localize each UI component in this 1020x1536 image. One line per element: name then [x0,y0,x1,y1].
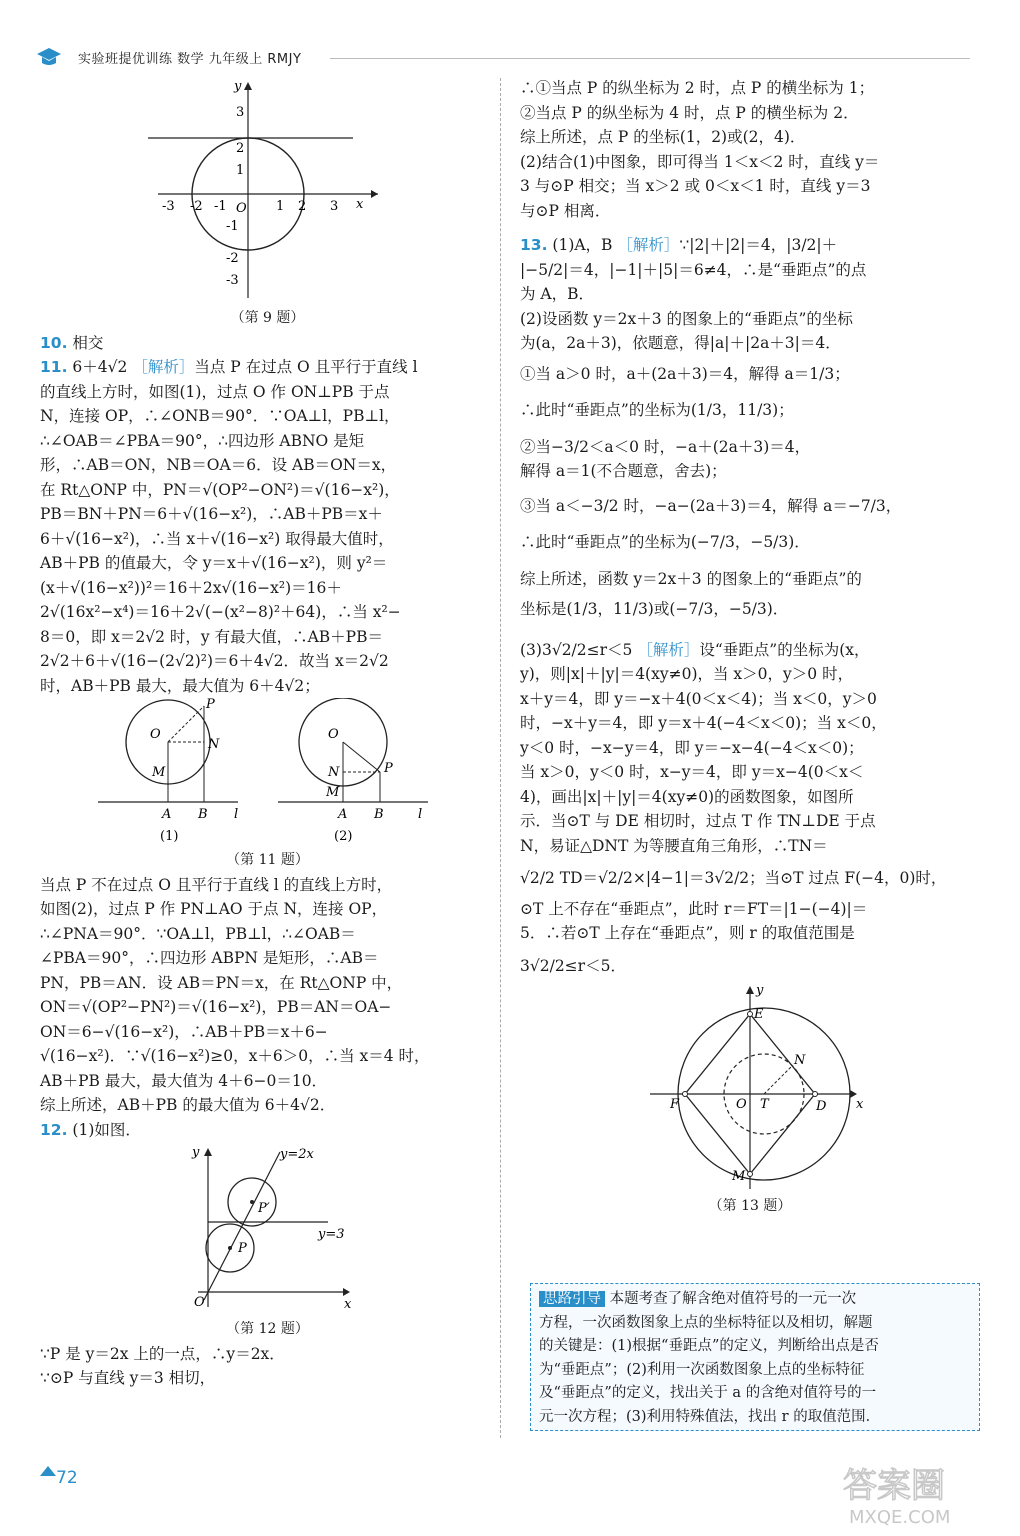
fig13-D: D [816,1099,827,1114]
figure-11-caption: （第 11 题） [226,852,309,868]
q12-line-0: ∵P 是 y＝2x 上的一点，∴y＝2x． [40,1344,285,1363]
fig9-origin: O [235,201,247,216]
fig11b-A: A [337,807,347,822]
q11-line-7: 6＋√(16−x²)，∴当 x＋√(16−x²) 取得最大值时， [40,529,394,548]
fig11b-P: P [383,761,393,776]
hint-line-0-text: 本题考查了解含绝对值符号的一元一次 [609,1291,857,1307]
q13-line3-1: x＋y＝4，即 y＝−x＋4(0＜x＜4)；当 x＜0，y＞0 [520,689,877,708]
q13-analysis-tag: ［解析］ [617,236,680,254]
page-number [40,1466,84,1494]
right-column [520,76,980,1219]
right-top-line-5: 与⊙P 相离． [520,201,611,220]
q11-line-8: AB＋PB 的值最大，令 y＝x＋√(16−x²)，则 y²＝ [40,554,388,572]
q11-line2-5: ON＝√(OP²−PN²)＝√(16−x²)，PB＝AN＝OA− [40,998,392,1016]
q13-line3-11: 3√2/2≤r＜5． [520,956,626,975]
q11-line2-4: PN，PB＝AN．设 AB＝PN＝x，在 Rt△ONP 中， [40,973,403,992]
q12-head [40,1118,495,1143]
q13-line-10: 综上所述，函数 y＝2x＋3 的图象上的“垂距点”的 [520,569,862,588]
fig9-tick-y-2: 2 [235,141,244,156]
fig11a-N: N [207,737,219,752]
fig9-x-label: x [355,197,363,212]
fig11b-l: l [417,807,422,822]
q11-line2-2: ∴∠PNA＝90°．∵OA⊥l，PB⊥l，∴∠OAB＝ [40,924,356,943]
q13-line-8: ③当 a＜−3/2 时，−a−(2a＋3)＝4，解得 a＝−7/3， [520,496,902,515]
q13-line-1: 为 A，B． [520,285,595,303]
fig12-line-label: y=2x [279,1147,314,1162]
fig9-tick-y-3: 3 [235,105,244,120]
fig9-tick-x-1: 1 [275,199,284,214]
q11-answer: 6＋4√2 [72,358,128,376]
watermark-text-main: 答案圈 [843,1466,945,1506]
hint-tag: 思路引导 [539,1291,605,1307]
figure-9-caption: （第 9 题） [230,310,305,326]
hint-line-1: 方程，一次函数图象上点的坐标特征以及相切，解题 [539,1314,873,1331]
fig12-y: y [191,1145,199,1160]
q13-line3-2: 时，−x＋y＝4，即 y＝x＋4(−4＜x＜0)；当 x＜0， [520,714,887,732]
fig11a-A: A [161,807,171,822]
fig12-hline-label: y=3 [317,1227,345,1242]
fig9-tick-y-1: 1 [235,163,244,178]
fig13-E: E [754,1007,764,1022]
hint-line-5: 元一次方程；(3)利用特殊值法，找出 r 的取值范围． [539,1408,881,1425]
fig11b-M: M [325,785,339,800]
fig12-Pprime: P′ [257,1201,270,1216]
q10 [40,331,495,356]
fig9-tick-y-neg3: -3 [225,273,239,288]
q13-line-5: ∴此时“垂距点”的坐标为(1/3，11/3)； [520,401,794,419]
fig9-tick-x-neg2: -2 [189,199,203,214]
q12-text: (1)如图． [72,1120,141,1139]
fig11a-l: l [233,807,238,822]
q11-line-4: 形，∴AB＝ON，NB＝OA＝6．设 AB＝ON＝x， [40,456,397,474]
fig9-tick-y-neg2: -2 [225,251,239,266]
q11-line2-9: 综上所述，AB＋PB 的最大值为 6＋4√2． [40,1096,336,1114]
figure-12 [168,1142,368,1317]
header-rule [330,58,970,59]
figure-11 [88,698,448,848]
fig11a-O: O [149,727,161,742]
q11-line-13: 时，AB＋PB 最大，最大值为 6＋4√2； [40,676,320,695]
figure-13-caption: （第 13 题） [708,1198,792,1214]
q13-line1b: ∵|2|＋|2|＝4，|3/2|＋ [679,236,838,254]
fig9-tick-x-3: 3 [329,199,338,214]
hint-line-4: 及“垂距点”的定义，找出关于 a 的含绝对值符号的一 [539,1385,877,1401]
q13-line3-6: 示．当⊙T 与 DE 相切时，过点 T 作 TN⊥DE 于点 [520,812,876,830]
figure-13 [630,984,870,1194]
right-top-line-0: ∴①当点 P 的纵坐标为 2 时，点 P 的横坐标为 1； [520,79,875,97]
hint-box [530,1283,980,1431]
fig11a-B: B [197,807,208,822]
fig9-tick-x-neg3: -3 [161,199,175,214]
q11-line2-7: √(16−x²)．∵√(16−x²)≥0，x＋6＞0，∴当 x＝4 时， [40,1047,430,1065]
fig12-x: x [343,1297,351,1312]
q13-analysis-tag-3: ［解析］ [637,640,700,659]
fig9-tick-y-neg1: -1 [225,219,239,234]
q13-line1: (1)A，B [552,236,613,254]
hint-line-3: 为“垂距点”；(2)利用一次函数图象上点的坐标特征 [539,1361,865,1378]
fig13-x: x [856,1097,864,1112]
q13-line-2: (2)设函数 y＝2x＋3 的图象上的“垂距点”的坐标 [520,309,853,328]
fig13-y: y [756,984,764,998]
q13-line-4: ①当 a＞0 时，a＋(2a＋3)＝4，解得 a＝1/3； [520,364,850,383]
fig11-sub1: (1) [159,829,178,844]
q13-number: 13. [520,236,548,254]
fig11a-P: P [205,698,215,712]
q13-line3-10: 5．∴若⊙T 上存在“垂距点”，则 r 的取值范围是 [520,924,855,942]
fig11a-M: M [151,765,165,780]
left-column [40,76,495,1391]
fig12-P: P [237,1241,247,1256]
figure-12-caption: （第 12 题） [226,1321,309,1337]
q11-line-9: (x＋√(16−x²))²＝16＋2x√(16−x²)＝16＋ [40,578,342,597]
q11-head [40,355,495,380]
q10-answer: 相交 [72,333,104,352]
header-title: 实验班提优训练 数学 九年级上 RMJY [78,52,302,67]
hint-line-0 [539,1288,971,1312]
fig11b-N: N [327,765,339,780]
watermark-text-url: MXQE.COM [849,1507,951,1528]
q13-line3-0: y)，则|x|＋|y|＝4(xy≠0)，当 x＞0，y＞0 时， [520,665,854,683]
q13-line3-3: y＜0 时，−x−y＝4，即 y＝−x−4(−4＜x＜0)； [520,738,864,757]
q11-line-2: N，连接 OP，∴∠ONB＝90°．∵OA⊥l，PB⊥l， [40,407,400,425]
right-top-line-1: ②当点 P 的纵坐标为 4 时，点 P 的横坐标为 2． [520,103,859,122]
q13-line3-8: √2/2 TD＝√2/2×|4−1|＝3√2/2；当⊙T 过点 F(−4，0)时， [520,869,947,887]
q13-line3-4: 当 x＞0，y＜0 时，x−y＝4，即 y＝x−4(0＜x＜ [520,763,864,781]
right-top-line-4: 3 与⊙P 相交；当 x＞2 或 0＜x＜1 时，直线 y＝3 [520,177,871,195]
q12-line-1: ∵⊙P 与直线 y＝3 相切， [40,1369,216,1387]
q13-line-11: 坐标是(1/3，11/3)或(−7/3，−5/3)． [520,600,789,618]
fig9-tick-x-neg1: -1 [213,199,227,214]
q11-line2-0: 当点 P 不在过点 O 且平行于直线 l 的直线上方时， [40,875,393,894]
q13-head [520,233,980,258]
q11-line2-3: ∠PBA＝90°，∴四边形 ABPN 是矩形，∴AB＝ [40,949,379,967]
fig11-sub2: (2) [333,829,352,844]
q11-line-5: 在 Rt△ONP 中，PN＝√(OP²−ON²)＝√(16−x²)， [40,480,400,499]
hint-line-2: 的关键是：(1)根据“垂距点”的定义，判断给出点是否 [539,1338,879,1354]
fig12-O: O [193,1295,205,1310]
q13-line-6: ②当−3/2＜a＜0 时，−a＋(2a＋3)＝4， [520,437,811,456]
q11-number: 11. [40,358,68,376]
q11-line-1: 的直线上方时，如图(1)，过点 O 作 ON⊥PB 于点 [40,382,390,401]
q11-line-6: PB＝BN＋PN＝6＋√(16−x²)，∴AB＋PB＝x＋ [40,505,383,523]
q11-line-11: 8＝0，即 x＝2√2 时，y 有最大值，∴AB＋PB＝ [40,627,384,646]
fig13-T: T [760,1097,769,1112]
q12-number: 12. [40,1120,68,1139]
fig11b-B: B [373,807,384,822]
q11-line2-8: AB＋PB 最大，最大值为 4＋6−0＝10． [40,1071,328,1090]
fig13-F: F [670,1097,680,1112]
fig13-M: M [732,1169,746,1184]
q10-number: 10. [40,333,68,352]
fig13-N: N [794,1053,806,1068]
q11-line2-6: ON＝6−√(16−x²)，∴AB＋PB＝x＋6− [40,1022,328,1041]
q11-line-12: 2√2＋6＋√(16−(2√2)²)＝6＋4√2．故当 x＝2√2 [40,652,389,670]
page-number-text: 72 [56,1468,78,1488]
graduation-cap-icon [36,44,62,70]
q11-analysis-tag: ［解析］ [132,358,195,376]
page-arrow-icon [40,1466,56,1476]
page-header [30,42,970,76]
q13-part3-head [520,638,980,663]
q13-line-3: 为(a，2a＋3)，依题意，得|a|＋|2a＋3|＝4． [520,334,841,352]
q13-part3: (3)3√2/2≤r＜5 [520,640,633,659]
right-top-line-3: (2)结合(1)中图象，即可得当 1＜x＜2 时，直线 y＝ [520,152,880,171]
fig13-O: O [736,1097,747,1112]
q11-line-0: 当点 P 在过点 O 且平行于直线 l [194,358,418,376]
q13-line-0: |−5/2|＝4，|−1|＋|5|＝6≠4，∴是“垂距点”的点 [520,260,867,279]
fig9-tick-x-2: 2 [297,199,306,214]
q11-line-10: 2√(16x²−x⁴)＝16＋2√(−(x²−8)²＋64)，∴当 x²− [40,603,401,621]
q13-line3-5: 4)，画出|x|＋|y|＝4(xy≠0)的函数图象，如图所 [520,787,854,806]
q11-line2-1: 如图(2)，过点 P 作 PN⊥AO 于点 N，连接 OP， [40,900,388,918]
q13-line-9: ∴此时“垂距点”的坐标为(−7/3，−5/3)． [520,533,810,551]
q13-line3-9: ⊙T 上不存在“垂距点”，此时 r＝FT＝|1−(−4)|＝ [520,899,868,918]
fig11b-O: O [327,727,339,742]
q13-line3-7: N，易证△DNT 为等腰直角三角形，∴TN＝ [520,836,828,855]
q13-line-7: 解得 a＝1(不合题意，舍去)； [520,462,727,480]
column-divider [500,78,501,1438]
fig9-y-label: y [233,79,241,94]
q13-part3b: 设“垂距点”的坐标为(x， [699,640,870,659]
right-top-line-2: 综上所述，点 P 的坐标(1，2)或(2，4)． [520,128,806,146]
watermark-logo [835,1455,1010,1530]
figure-9 [148,76,388,306]
q11-line-3: ∴∠OAB＝∠PBA＝90°，∴四边形 ABNO 是矩 [40,431,365,450]
